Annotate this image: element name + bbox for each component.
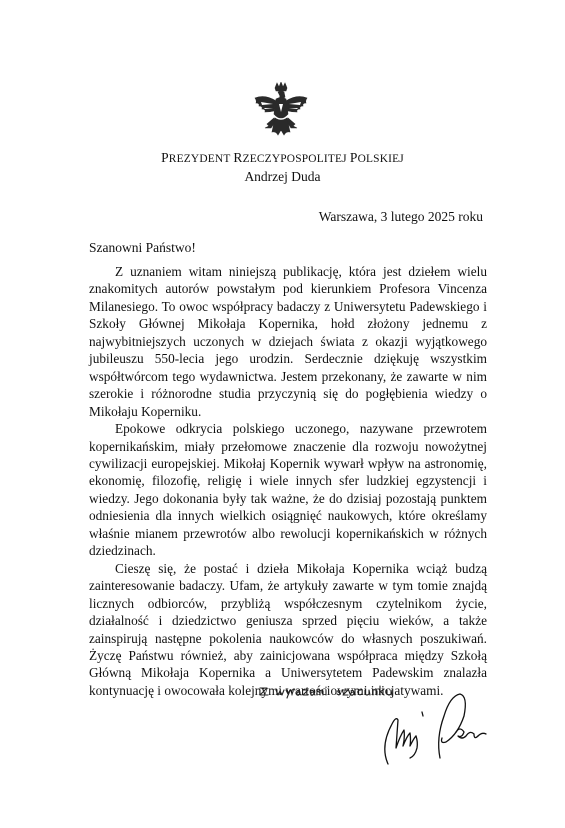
president-name: Andrzej Duda: [244, 169, 321, 184]
office-title: PREZYDENT RZECZYPOSPOLITEJ POLSKIEJ: [161, 150, 404, 165]
letter-date: Warszawa, 3 lutego 2025 roku: [318, 209, 483, 224]
paragraph-2: Epokowe odkrycia polskiego uczonego, nazywane przewrotem kopernikańskim, miały przełomowe znaczenie dla rozwoju nowożytnej cywilizacji europejskiej. Mikołaj Kopernik wywarł wpływ na astronomię, ekonomię, filozofię, religię i wiele innych sfer ludzkiej egzystencji i wiedzy. Jego dokonania były tak ważne, że do dzisiaj pozostają punktem odniesienia dla innych wielkich osiągnięć naukowych, które określamy właśnie mianem przewrotów albo rewolucji kopernikańskich w różnych dziedzinach.: [89, 421, 487, 559]
paragraph-3: Cieszę się, że postać i dzieła Mikołaja Kopernika wciąż budzą zainteresowanie badaczy. Ufam, że artykuły zawarte w tym tomie znajdą licznych odbiorców, przybliżą współczesnym czytelnikom życie, działalność i dziedzictwo geniusza sprzed pięciu wieków, a także zainspirują następne pokolenia naukowców do własnych poszukiwań. Życzę Państwu również, aby zainicjowana współpraca między Szkołą Główną Mikołaja Kopernika a Uniwersytetem Padewskim znalazła kontynuację i owocowała kolejnymi wartościowymi inicjatywami.: [89, 560, 487, 698]
paragraph-1: Z uznaniem witam niniejszą publikację, która jest dziełem wielu znakomitych autorów powstałym pod kierunkiem Profesora Vincenza Milanesiego. To owoc współpracy badaczy z Uniwersytetu Padewskiego i Szkoły Głównej Mikołaja Kopernika, hołd złożony jednemu z najwybitniejszych uczonych w dziejach świata z okazji wyjątkowego jubileuszu 550-lecia jego urodzin. Serdecznie dziękuję wszystkim współtwórcom tego wydawnictwa. Jestem przekonany, że zawarte w nim szerokie i różnorodne studia przyczynią się do pogłębienia wiedzy o Mikołaju Koperniku.: [89, 264, 487, 419]
letter-body: [89, 263, 487, 699]
salutation: Szanowni Państwo!: [89, 240, 196, 255]
signature: [370, 686, 490, 772]
eagle-emblem-icon: [253, 82, 309, 148]
